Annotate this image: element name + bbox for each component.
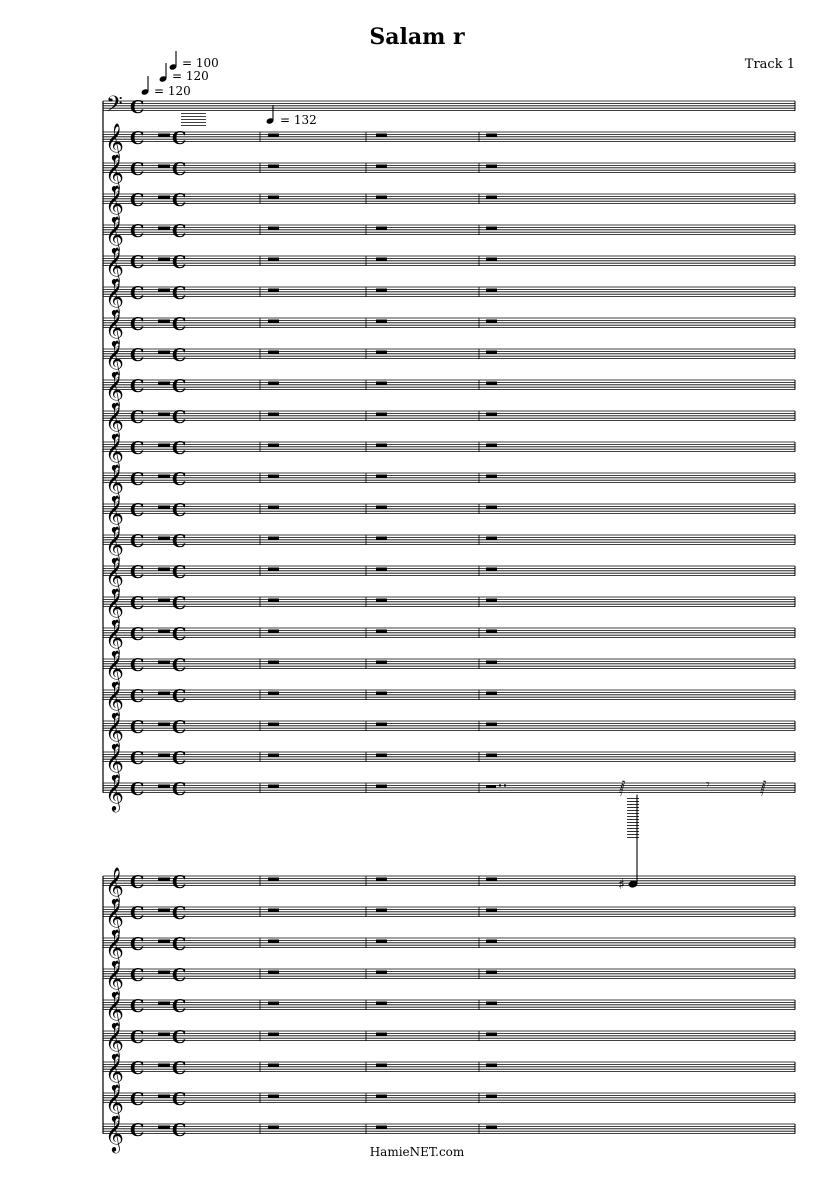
svg-text:= 120: = 120 (154, 84, 191, 98)
time-signature: C (172, 934, 187, 955)
whole-rest (268, 289, 279, 292)
staff (103, 463, 795, 502)
whole-rest (268, 723, 279, 726)
time-signature: C (172, 996, 187, 1017)
treble-clef-icon: 𝄞 (105, 742, 124, 780)
time-signature: C (172, 407, 187, 428)
whole-rest (158, 289, 170, 292)
whole-rest (376, 878, 387, 881)
staff (103, 184, 795, 223)
time-signature: C (130, 686, 145, 707)
whole-rest (268, 413, 279, 416)
whole-rest (486, 320, 497, 323)
whole-rest (376, 568, 387, 571)
time-signature: C (172, 438, 187, 459)
whole-rest (158, 320, 170, 323)
whole-rest (268, 227, 279, 230)
time-signature: C (130, 128, 145, 149)
treble-clef-icon: 𝄞 (105, 432, 124, 470)
whole-rest (268, 537, 279, 540)
time-signature: C (130, 190, 145, 211)
whole-rest (376, 1126, 387, 1129)
treble-clef-icon: 𝄞 (105, 1052, 124, 1090)
time-signature: C (130, 562, 145, 583)
staff (103, 556, 795, 595)
time-signature: C (172, 128, 187, 149)
staff (103, 525, 795, 564)
whole-rest (158, 351, 170, 354)
time-signature: C (172, 779, 187, 800)
time-signature: C (130, 500, 145, 521)
whole-rest (376, 599, 387, 602)
time-signature: C (130, 996, 145, 1017)
time-signature: C (130, 593, 145, 614)
whole-rest (486, 134, 497, 137)
time-signature: C (172, 500, 187, 521)
treble-clef-icon: 𝄞 (105, 339, 124, 377)
whole-rest (158, 723, 170, 726)
whole-rest (486, 754, 497, 757)
whole-rest (268, 351, 279, 354)
time-signature: C (172, 655, 187, 676)
staff (103, 928, 795, 967)
treble-clef-icon: 𝄞 (105, 277, 124, 315)
whole-rest (486, 165, 497, 168)
time-signature: C (172, 469, 187, 490)
score-title: Salam r (369, 24, 465, 50)
time-signature: C (130, 934, 145, 955)
whole-rest (486, 444, 497, 447)
whole-rest (158, 785, 170, 788)
whole-rest (486, 1002, 497, 1005)
time-signature: C (172, 903, 187, 924)
sixty-fourth-rest: 𝅂 (619, 781, 626, 797)
whole-rest (268, 692, 279, 695)
whole-rest (158, 413, 170, 416)
svg-text:= 100: = 100 (182, 56, 219, 70)
time-signature: C (130, 159, 145, 180)
treble-clef-icon: 𝄞 (105, 990, 124, 1028)
time-signature: C (172, 283, 187, 304)
whole-rest (268, 785, 279, 788)
whole-rest (158, 444, 170, 447)
treble-clef-icon: 𝄞 (105, 1114, 124, 1152)
staff (103, 401, 795, 440)
bass-clef-icon: 𝄢 (106, 92, 123, 122)
time-signature: C (130, 407, 145, 428)
time-signature: C (172, 965, 187, 986)
treble-clef-icon: 𝄞 (105, 959, 124, 997)
whole-rest (486, 196, 497, 199)
treble-clef-icon: 𝄞 (105, 897, 124, 935)
time-signature: C (172, 748, 187, 769)
whole-rest (268, 971, 279, 974)
staff (103, 339, 795, 378)
treble-clef-icon: 𝄞 (105, 773, 124, 811)
whole-rest (376, 196, 387, 199)
whole-rest (268, 909, 279, 912)
staff (103, 866, 795, 905)
whole-rest (376, 692, 387, 695)
whole-rest (268, 258, 279, 261)
whole-rest (376, 537, 387, 540)
time-signature: C (130, 903, 145, 924)
time-signature: C (130, 438, 145, 459)
whole-rest (268, 506, 279, 509)
whole-rest (268, 599, 279, 602)
staff-systems (103, 92, 795, 1153)
whole-rest (376, 723, 387, 726)
whole-rest (486, 661, 497, 664)
whole-rest (376, 320, 387, 323)
whole-rest (158, 1064, 170, 1067)
whole-rest (268, 661, 279, 664)
time-signature: C (172, 531, 187, 552)
svg-text:= 120: = 120 (172, 69, 209, 83)
treble-clef-icon: 𝄞 (105, 1021, 124, 1059)
whole-rest (376, 785, 387, 788)
time-signature: C (130, 1027, 145, 1048)
time-signature: C (130, 531, 145, 552)
whole-rest (158, 568, 170, 571)
whole-rest (486, 971, 497, 974)
whole-rest (158, 692, 170, 695)
whole-rest (268, 320, 279, 323)
tempo-mark-100 (169, 51, 219, 71)
whole-rest (486, 692, 497, 695)
whole-rest (158, 475, 170, 478)
svg-text:= 132: = 132 (280, 113, 317, 127)
time-signature: C (172, 190, 187, 211)
whole-rest (376, 413, 387, 416)
whole-rest (268, 630, 279, 633)
whole-rest (158, 196, 170, 199)
treble-clef-icon: 𝄞 (105, 370, 124, 408)
staff (103, 742, 795, 781)
time-signature: C (130, 1120, 145, 1141)
whole-rest (158, 1126, 170, 1129)
whole-rest (486, 940, 497, 943)
time-signature: C (130, 717, 145, 738)
time-signature: C (172, 159, 187, 180)
staff (103, 370, 795, 409)
page-footer: HamieNET.com (369, 1145, 465, 1159)
time-signature: C (172, 686, 187, 707)
staff (103, 773, 795, 812)
time-signature: C (130, 655, 145, 676)
treble-clef-icon: 𝄞 (105, 1083, 124, 1121)
whole-rest (376, 289, 387, 292)
whole-rest (268, 382, 279, 385)
staff (103, 153, 795, 192)
staff (103, 215, 795, 254)
whole-rest (158, 909, 170, 912)
time-signature: C (130, 1058, 145, 1079)
whole-rest (158, 537, 170, 540)
whole-rest (376, 227, 387, 230)
treble-clef-icon: 𝄞 (105, 618, 124, 656)
whole-rest (486, 258, 497, 261)
whole-rest (158, 382, 170, 385)
whole-rest (376, 971, 387, 974)
whole-rest (486, 1126, 497, 1129)
whole-rest (486, 289, 497, 292)
whole-rest (158, 165, 170, 168)
whole-rest (376, 258, 387, 261)
time-signature: C (172, 1058, 187, 1079)
treble-clef-icon: 𝄞 (105, 649, 124, 687)
whole-rest (486, 413, 497, 416)
staff (103, 1083, 795, 1122)
whole-rest (268, 1002, 279, 1005)
staff (103, 587, 795, 626)
staff (103, 122, 795, 161)
staff (103, 618, 795, 657)
time-signature: C (130, 376, 145, 397)
whole-rest (268, 1095, 279, 1098)
treble-clef-icon: 𝄞 (105, 494, 124, 532)
whole-rest (486, 599, 497, 602)
whole-rest (158, 1002, 170, 1005)
time-signature: C (130, 97, 145, 118)
treble-clef-icon: 𝄞 (105, 711, 124, 749)
staff (103, 711, 795, 750)
whole-rest (158, 258, 170, 261)
whole-rest (268, 568, 279, 571)
score-composer: Track 1 (744, 57, 795, 72)
whole-rest (486, 568, 497, 571)
whole-rest (268, 196, 279, 199)
whole-rest (376, 661, 387, 664)
whole-rest (486, 878, 497, 881)
whole-rest (268, 1064, 279, 1067)
treble-clef-icon: 𝄞 (105, 866, 124, 904)
treble-clef-icon: 𝄞 (105, 680, 124, 718)
staff (103, 246, 795, 285)
whole-rest (376, 444, 387, 447)
time-signature: C (130, 283, 145, 304)
whole-rest (158, 940, 170, 943)
whole-rest (486, 1095, 497, 1098)
whole-rest (158, 754, 170, 757)
whole-rest (376, 382, 387, 385)
whole-rest (486, 1033, 497, 1036)
time-signature: C (130, 1089, 145, 1110)
staff (103, 649, 795, 688)
staff (103, 1052, 795, 1091)
time-signature: C (130, 779, 145, 800)
treble-clef-icon: 𝄞 (105, 463, 124, 501)
staff (103, 959, 795, 998)
time-signature: C (172, 1120, 187, 1141)
whole-rest (486, 227, 497, 230)
whole-rest (486, 475, 497, 478)
staff (103, 92, 795, 122)
treble-clef-icon: 𝄞 (105, 928, 124, 966)
time-signature: C (130, 345, 145, 366)
whole-rest (376, 351, 387, 354)
treble-clef-icon: 𝄞 (105, 556, 124, 594)
whole-rest (376, 754, 387, 757)
whole-rest (158, 1033, 170, 1036)
time-signature: C (130, 624, 145, 645)
whole-rest (158, 878, 170, 881)
treble-clef-icon: 𝄞 (105, 122, 124, 160)
whole-rest (376, 909, 387, 912)
treble-clef-icon: 𝄞 (105, 246, 124, 284)
time-signature: C (172, 624, 187, 645)
whole-rest (158, 227, 170, 230)
treble-clef-icon: 𝄞 (105, 215, 124, 253)
whole-rest (376, 475, 387, 478)
whole-rest (268, 444, 279, 447)
time-signature: C (172, 562, 187, 583)
time-signature: C (130, 965, 145, 986)
time-signature: C (172, 717, 187, 738)
whole-rest (486, 506, 497, 509)
eighth-rest: 𝄾 (706, 777, 710, 793)
time-signature: C (130, 252, 145, 273)
staff (103, 1021, 795, 1060)
whole-rest (376, 134, 387, 137)
whole-rest (376, 506, 387, 509)
whole-rest (376, 940, 387, 943)
sixty-fourth-rest: 𝅂 (760, 781, 767, 797)
whole-rest (158, 971, 170, 974)
staff (103, 897, 795, 936)
time-signature: C (172, 1027, 187, 1048)
staff (103, 308, 795, 347)
time-signature: C (130, 314, 145, 335)
whole-rest (376, 1002, 387, 1005)
whole-rest (158, 1095, 170, 1098)
whole-rest (376, 630, 387, 633)
treble-clef-icon: 𝄞 (105, 308, 124, 346)
whole-rest (376, 1033, 387, 1036)
treble-clef-icon: 𝄞 (105, 525, 124, 563)
time-signature: C (130, 748, 145, 769)
time-signature: C (130, 469, 145, 490)
time-signature: C (172, 221, 187, 242)
time-signature: C (172, 872, 187, 893)
whole-rest (486, 351, 497, 354)
staff (103, 990, 795, 1029)
whole-rest (268, 754, 279, 757)
treble-clef-icon: 𝄞 (105, 401, 124, 439)
treble-clef-icon: 𝄞 (105, 587, 124, 625)
time-signature: C (130, 872, 145, 893)
time-signature: C (130, 221, 145, 242)
treble-clef-icon: 𝄞 (105, 153, 124, 191)
whole-rest (158, 661, 170, 664)
whole-rest (376, 165, 387, 168)
whole-rest (268, 475, 279, 478)
half-rest (486, 786, 496, 789)
staff (103, 680, 795, 719)
whole-rest (158, 630, 170, 633)
staff (103, 432, 795, 471)
whole-rest (158, 506, 170, 509)
whole-rest (268, 165, 279, 168)
whole-rest (268, 134, 279, 137)
whole-rest (268, 1033, 279, 1036)
whole-rest (268, 940, 279, 943)
whole-rest (486, 909, 497, 912)
time-signature: C (172, 1089, 187, 1110)
time-signature: C (172, 345, 187, 366)
whole-rest (486, 1064, 497, 1067)
whole-rest (376, 1064, 387, 1067)
whole-rest (268, 1126, 279, 1129)
time-signature: C (172, 593, 187, 614)
staff (103, 494, 795, 533)
whole-rest (486, 537, 497, 540)
whole-rest (376, 1095, 387, 1098)
staff (103, 277, 795, 316)
time-signature: C (172, 314, 187, 335)
time-signature: C (172, 252, 187, 273)
time-signature: C (172, 376, 187, 397)
whole-rest (158, 134, 170, 137)
whole-rest (486, 723, 497, 726)
whole-rest (268, 878, 279, 881)
treble-clef-icon: 𝄞 (105, 184, 124, 222)
whole-rest (486, 382, 497, 385)
whole-rest (158, 599, 170, 602)
sharp-accidental: ♯ (618, 877, 625, 893)
whole-rest (486, 630, 497, 633)
